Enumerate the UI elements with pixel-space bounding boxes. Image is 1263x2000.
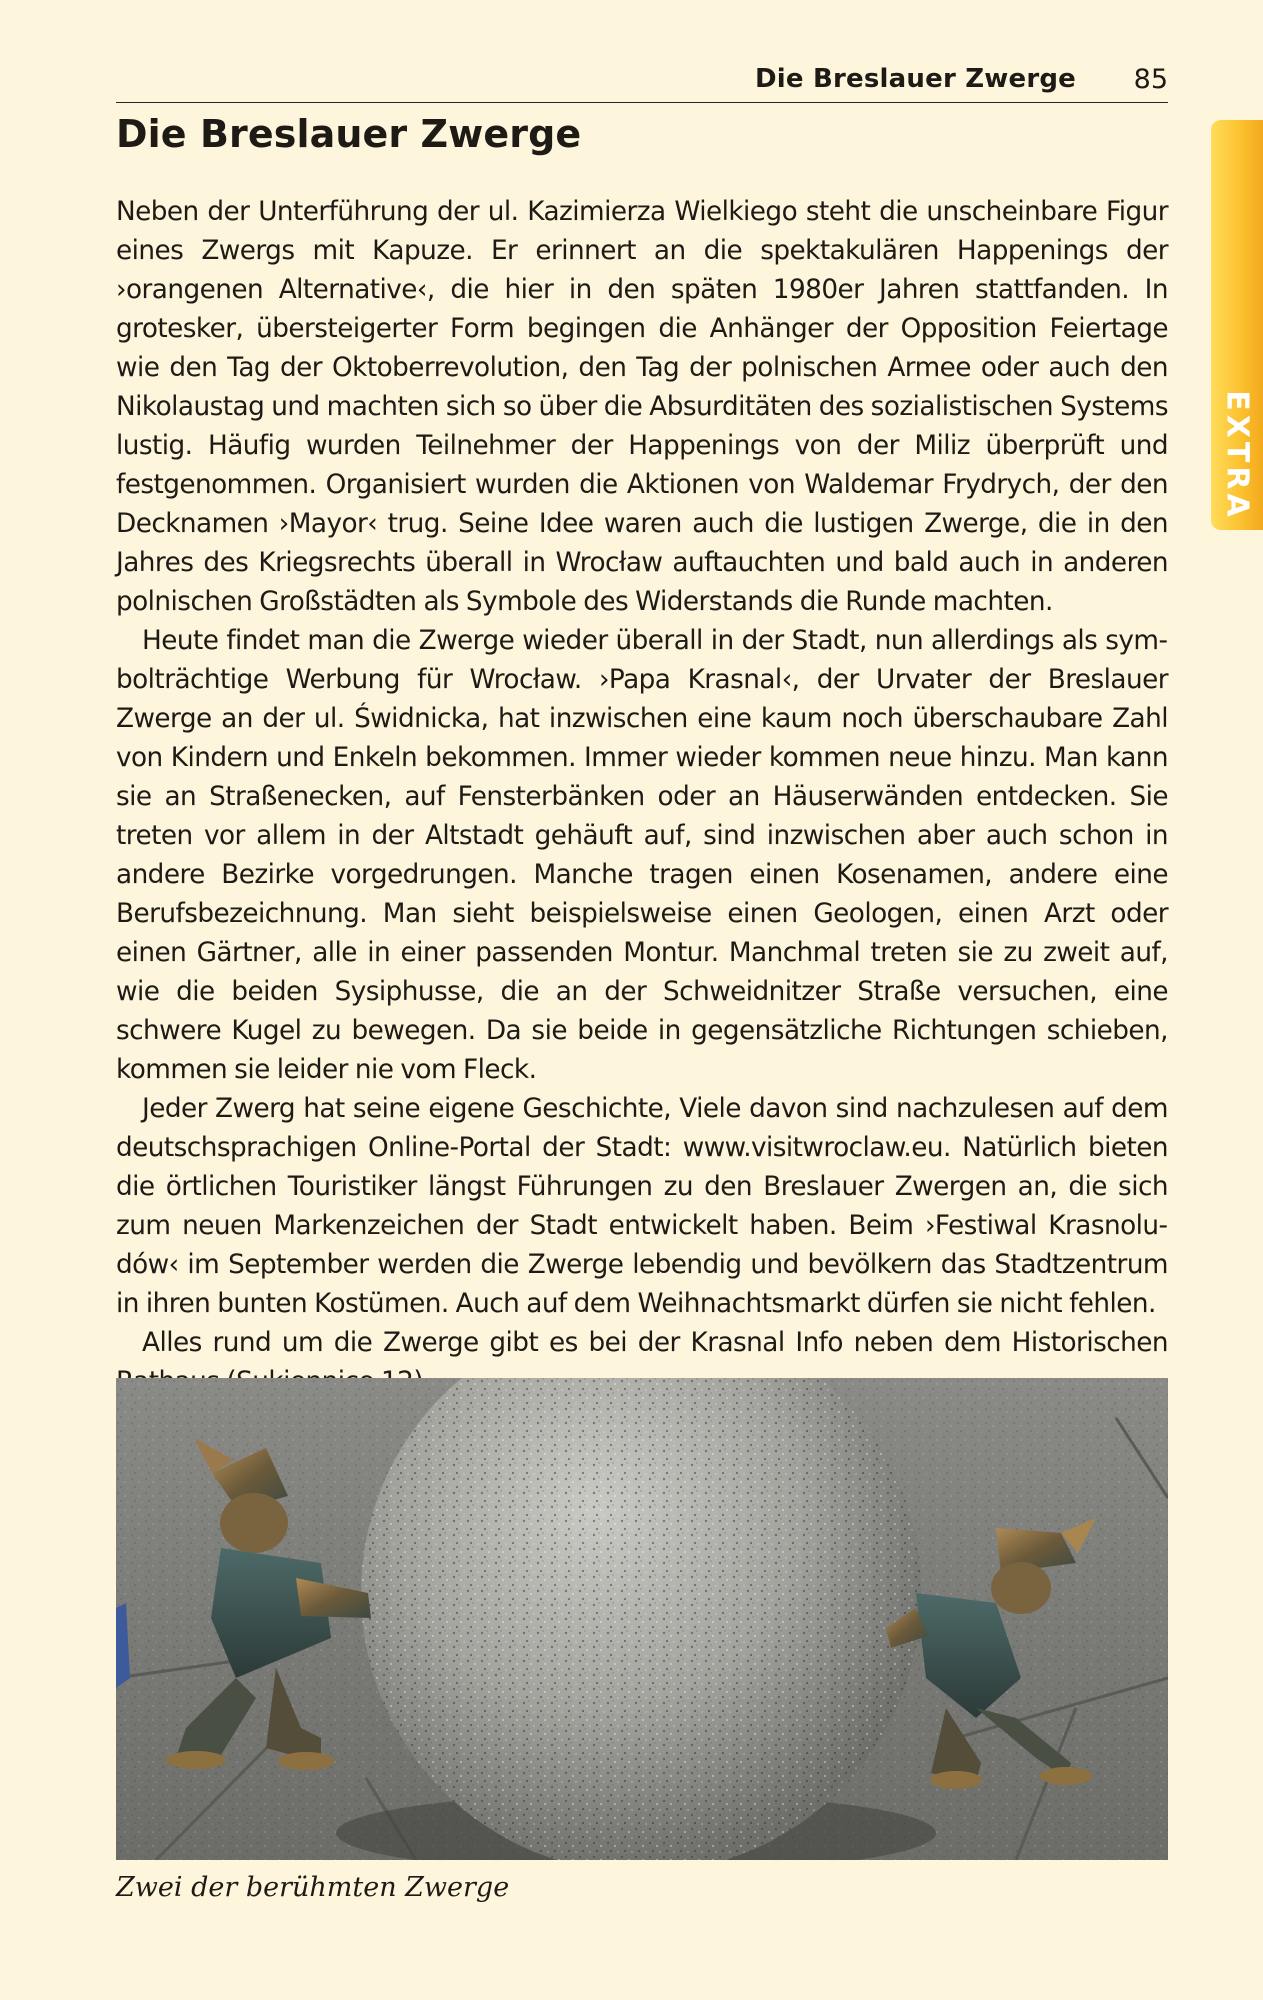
figure-caption: Zwei der berühmten Zwerge — [116, 1872, 510, 1903]
extra-side-tab-label — [1212, 389, 1262, 521]
page-title: Die Breslauer Zwerge — [116, 112, 582, 156]
article-body — [116, 193, 1168, 1402]
paragraph-4: Alles rund um die Zwerge gibt es bei der Krasnal Info neben dem Historischen — [142, 1328, 1168, 1358]
paragraph-1: Neben der Unterführung der ul. Kazimierza Wielkiego steht die unscheinbare Figur eines Zwergs mit Kapuze. Er erinnert an die spektakulären Happenings der ›orangenen Alternative‹, die hier in den späten 1980er Jahren stattfanden. In grotesker, übersteigerter Form begingen die Anhänger der Opposition Feiertage wie den Tag der Oktoberrevolution, den Tag der polnischen Armee oder auch den Nikolaustag und machten sich so über die Absurditäten des sozialistischen Systems lustig. Häufig wurden Teilnehmer der Happenings von der Miliz überprüft und festgenommen. Organisiert wurden die Aktionen von Waldemar Frydrych, der den Decknamen ›Mayor‹ trug. Seine Idee waren auch die lustigen Zwerge, die in den Jahres des Kriegsrechts überall in Wrocław auftauchten und bald auch in anderen polnischen Großstädten als Symbole des Widerstands die Runde machten. — [116, 197, 1168, 617]
paragraph-3: Jeder Zwerg hat seine eigene Geschichte, Viele davon sind nachzulesen auf dem deutschsprachigen Online-Portal der Stadt: www.visitwroclaw.eu. Natürlich bieten die örtlichen Touristiker längst Führungen zu den Breslauer Zwergen an, die sich zum neuen Markenzeichen der Stadt entwickelt haben. Beim ›Festiwal Krasnoludów‹ im September werden die Zwerge lebendig und bevölkern das Stadtzentrum in ihren bunten Kostümen. Auch auf dem Weihnachtsmarkt dürfen sie nicht fehlen. — [116, 1094, 1168, 1319]
paragraph-2: Heute findet man die Zwerge wieder überall in der Stadt, nun allerdings als symbolträchtige Werbung für Wrocław. ›Papa Krasnal‹, der Urvater der Breslauer Zwerge an der ul. Świdnicka, hat inzwischen eine kaum noch überschaubare Zahl von Kindern und Enkeln bekommen. Immer wieder kommen neue hinzu. Man kann sie an Straßenecken, auf Fensterbänken oder an Häuserwänden entdecken. Sie treten vor allem in der Altstadt gehäuft auf, sind inzwischen aber auch schon in andere Bezirke vorgedrungen. Manche tragen einen Kosenamen, andere eine Berufsbezeichnung. Man sieht beispielsweise einen Geologen, einen Arzt oder einen Gärtner, alle in einer passenden Montur. Manchmal treten sie zu zweit auf, wie die beiden Sysiphusse, die an der Schweidnitzer Straße versuchen, eine schwere Kugel zu bewegen. Da sie beide in gegensätzliche Richtungen schieben, kommen sie leider nie vom Fleck. — [116, 626, 1168, 1085]
running-header — [116, 58, 1168, 103]
page-number: 85 — [1133, 64, 1168, 95]
running-title: Die Breslauer Zwerge — [755, 64, 1076, 94]
dwarf-sculpture-photo — [116, 1378, 1168, 1860]
extra-label-text: EXTRA — [1219, 389, 1255, 521]
